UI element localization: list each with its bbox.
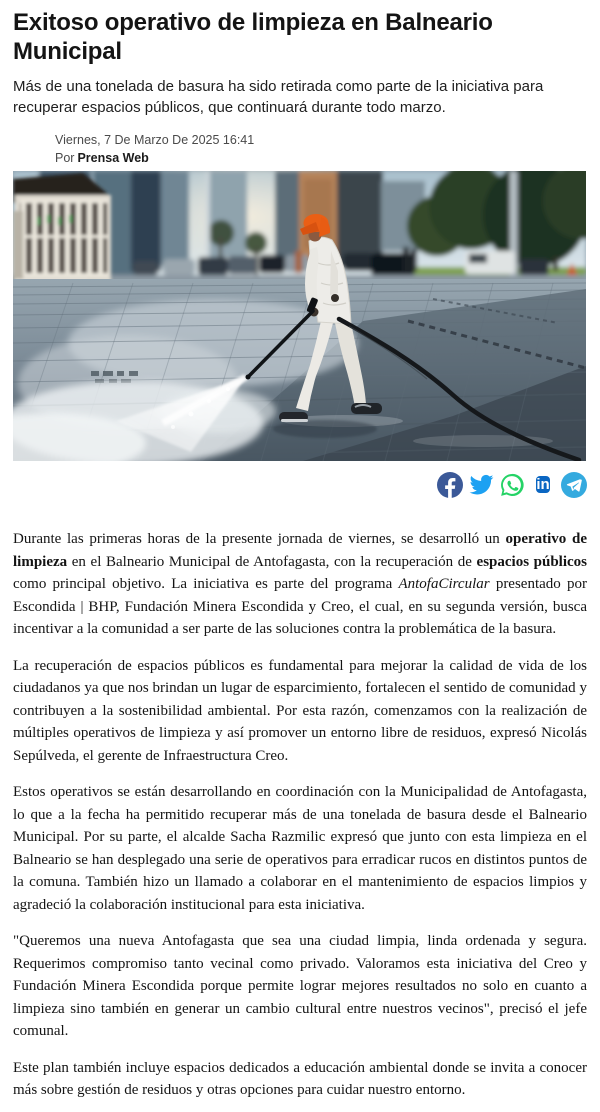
share-twitter-button[interactable] <box>468 472 494 498</box>
twitter-icon <box>468 472 494 498</box>
article-meta <box>55 133 587 166</box>
facebook-icon <box>437 472 463 498</box>
byline-prefix: Por <box>55 151 75 165</box>
share-facebook-button[interactable] <box>437 472 463 498</box>
article-photo <box>13 171 586 461</box>
byline <box>55 151 587 166</box>
share-linkedin-button[interactable] <box>530 472 556 498</box>
article-subtitle: Más de una tonelada de basura ha sido retirada como parte de la iniciativa para recuperar espacios públicos, que continuará durante todo marzo. <box>13 78 544 116</box>
author-link[interactable]: Prensa Web <box>77 151 149 165</box>
whatsapp-icon <box>499 472 525 498</box>
page-title: Exitoso operativo de limpieza en Balneario Municipal <box>13 9 493 65</box>
share-telegram-button[interactable] <box>561 472 587 498</box>
article-paragraph: La recuperación de espacios públicos es fundamental para mejorar la calidad de vida de los ciudadanos ya que nos brindan un lugar de esparcimiento, fortalecen el sentido de comunidad y contribuyen a la sostenibilidad ambiental. Por esta razón, comenzamos con la realización de múltiples operativos de limpieza y así promover un entorno libre de residuos, expresó Nicolás Sepúlveda, el gerente de Infraestructura Creo. <box>13 657 587 764</box>
share-whatsapp-button[interactable] <box>499 472 525 498</box>
photo-illustration <box>13 171 586 461</box>
article-body <box>13 528 587 1102</box>
share-bar <box>13 472 587 498</box>
article-paragraph: Estos operativos se están desarrollando en coordinación con la Municipalidad de Antofagasta, lo que a la fecha ha permitido recuperar más de una tonelada de basura desde el Balneario Municipal. Por su parte, el alcalde Sacha Razmilic expresó que junto con esta limpieza en el Balneario se han desplegado una serie de operativos para erradicar rucos en distintos puntos de la comuna. También hizo un llamado a colaborar en el mantenimiento de espacios limpios y agradeció la colaboración institucional para esta iniciativa. <box>13 784 587 913</box>
article-paragraph: "Queremos una nueva Antofagasta que sea una ciudad limpia, linda ordenada y segura. Requerimos compromiso tanto vecinal como privado. Valoramos esta iniciativa del Creo y Fundación Minera Escondida porque permite lograr mejores resultados no solo en cuanto a limpieza sino también en generar un cambio cultural entre nuestros vecinos", precisó el jefe comunal. <box>13 933 587 1039</box>
linkedin-icon: in <box>536 476 550 493</box>
telegram-icon <box>561 472 587 498</box>
article-paragraph: Durante las primeras horas de la presente jornada de viernes, se desarrolló un operativo de limpieza en el Balneario Municipal de Antofagasta, con la recuperación de espacios públicos como principal objetivo. La iniciativa es parte del programa AntofaCircular presentado por Escondida | BHP, Fundación Minera Escondida y Creo, el cual, en su segunda versión, busca incentivar a la comunidad a ser parte de las soluciones contra la problemática de la basura. <box>13 531 588 637</box>
article-paragraph: Este plan también incluye espacios dedicados a educación ambiental donde se invita a conocer más sobre gestión de residuos y otras opciones para cuidar nuestro entorno. <box>13 1059 587 1098</box>
publish-date: Viernes, 7 De Marzo De 2025 16:41 <box>55 133 255 147</box>
